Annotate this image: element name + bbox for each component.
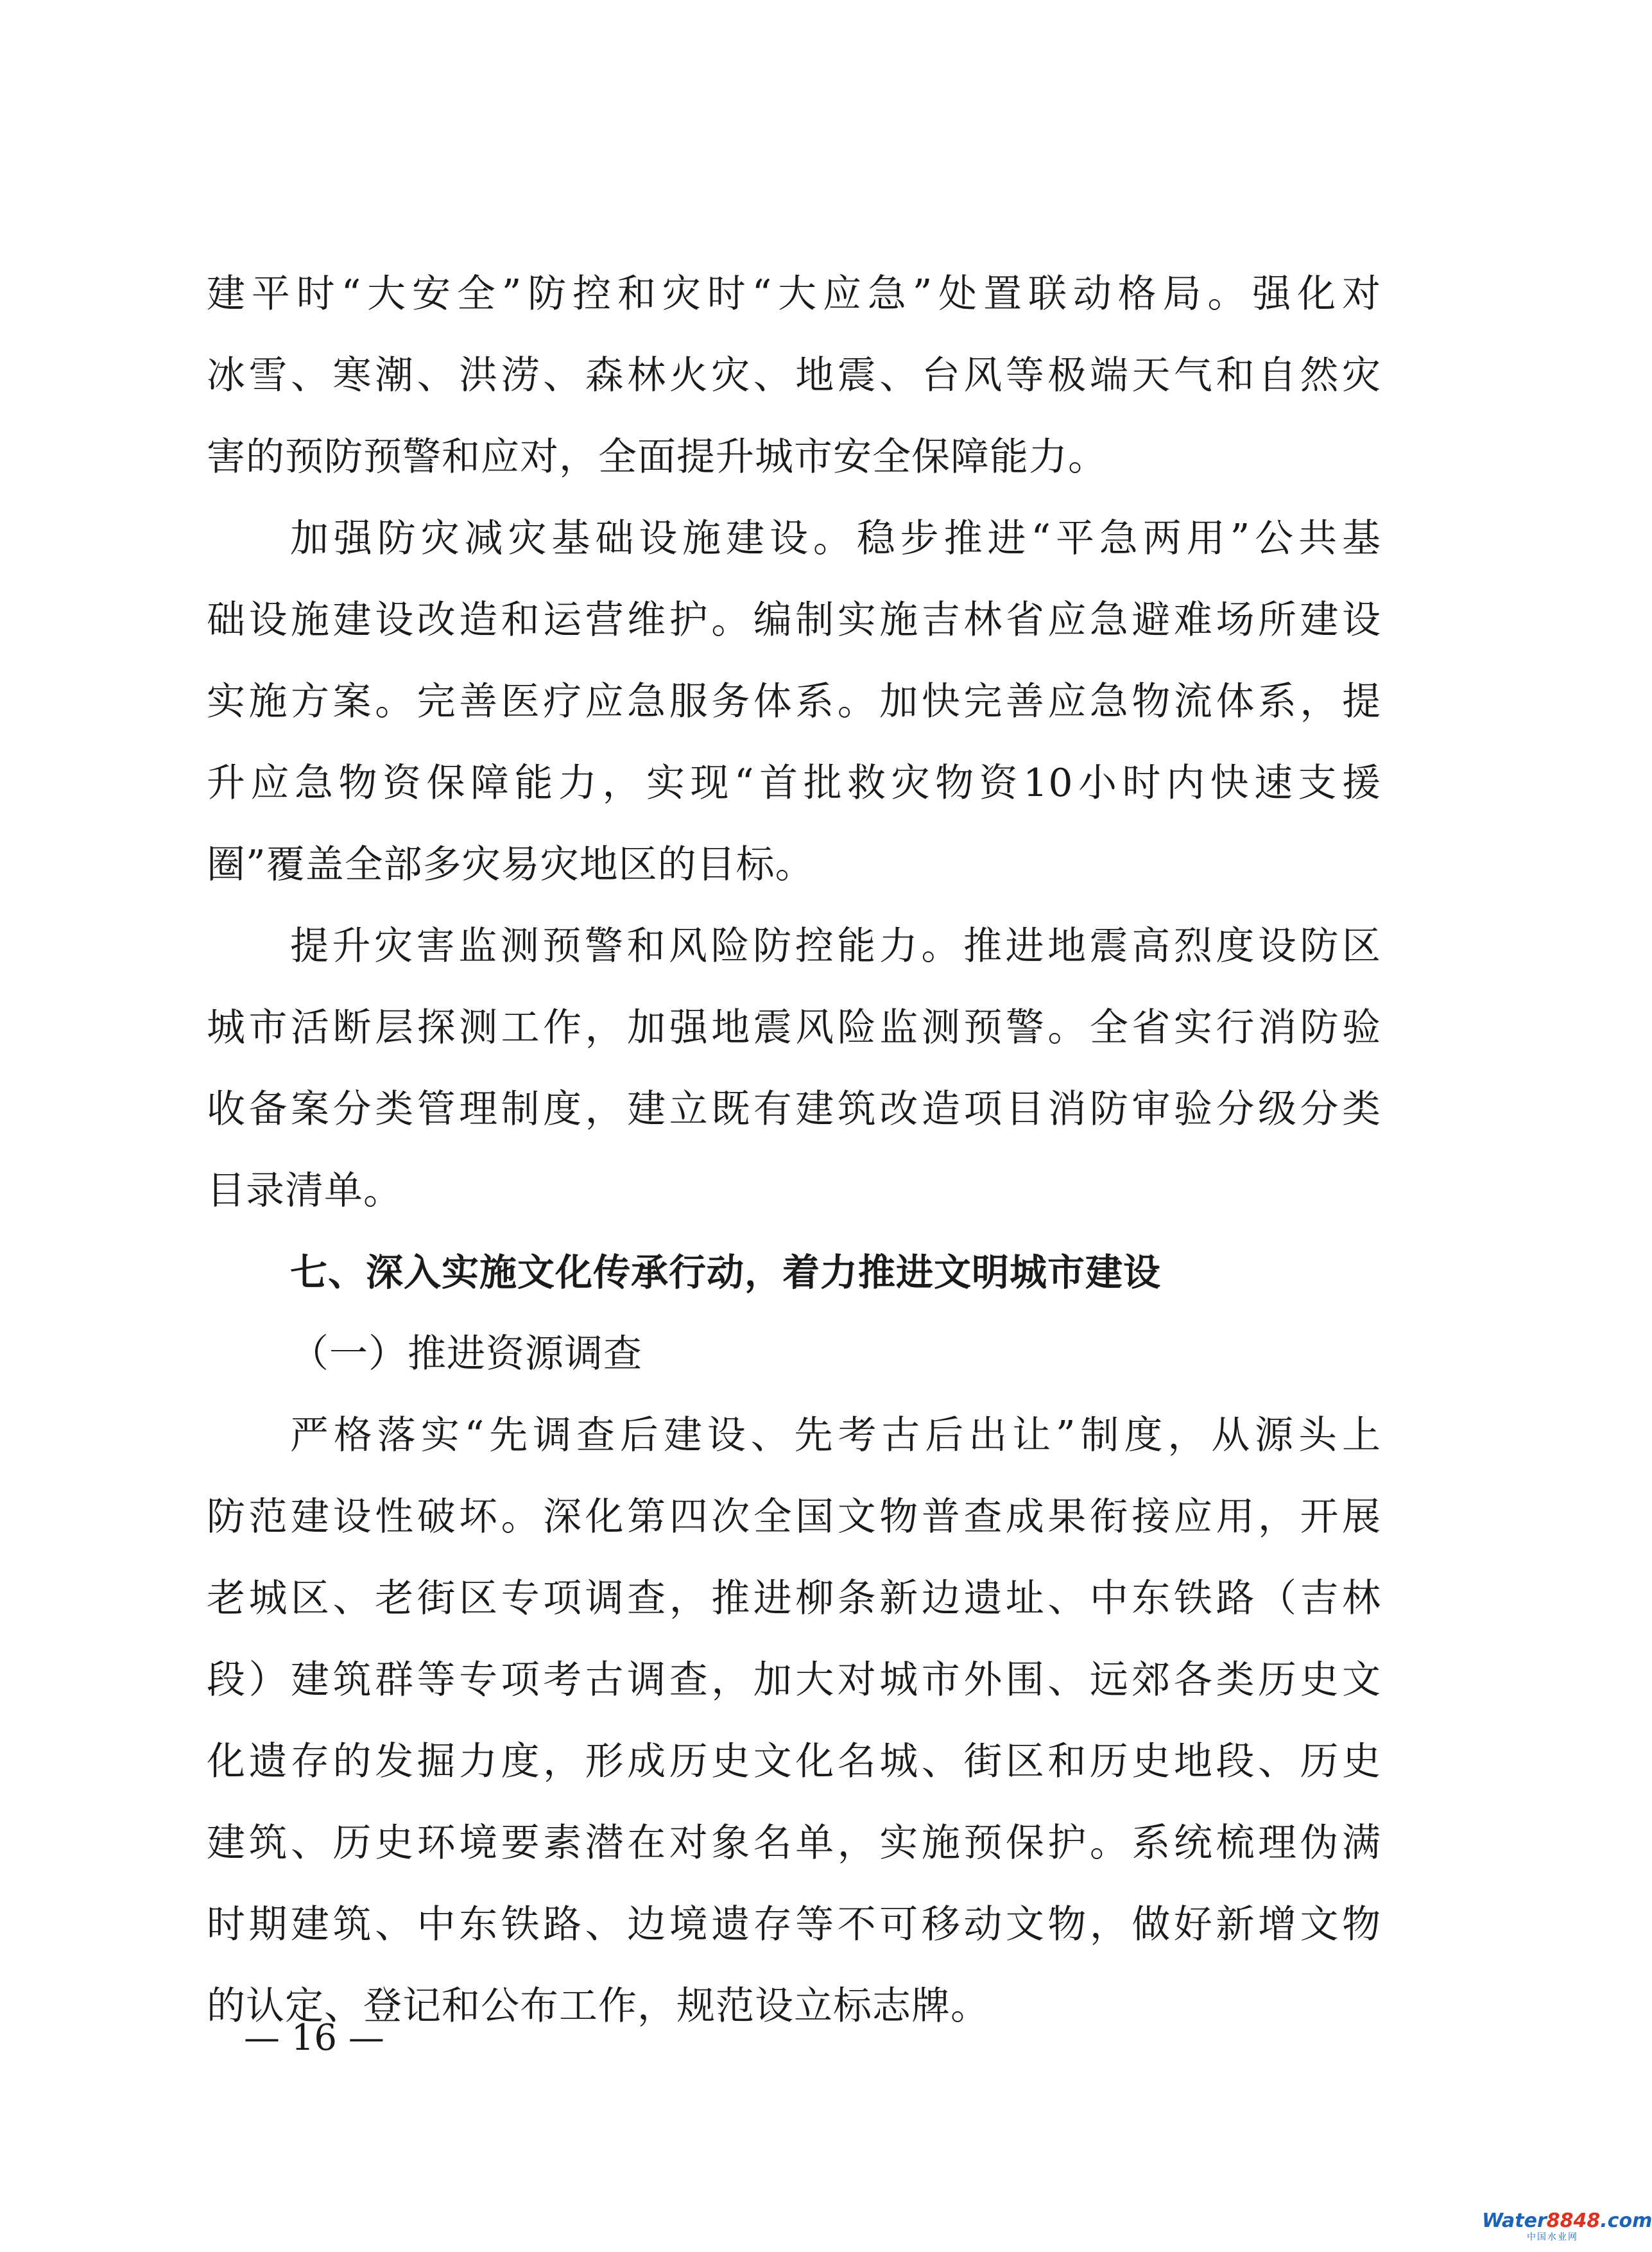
body-text bbox=[207, 254, 1381, 2047]
paragraph-first-line: 提升灾害监测预警和风险防控能力。推进地震高烈度设防区 bbox=[290, 924, 1381, 969]
text-line: 段）建筑群等专项考古调查，加大对城市外围、远郊各类历史文 bbox=[207, 1658, 1381, 1702]
text-line: 建平时“大安全”防控和灾时“大应急”处置联动格局。强化对 bbox=[207, 272, 1381, 316]
text-line: 础设施建设改造和运营维护。编制实施吉林省应急避难场所建设 bbox=[207, 598, 1381, 643]
section-heading: 七、深入实施文化传承行动，着力推进文明城市建设 bbox=[290, 1251, 1162, 1294]
watermark-brand-cn: 中国水业网 bbox=[1527, 2232, 1578, 2242]
watermark-brand-suffix: .com bbox=[1600, 2210, 1652, 2232]
text-line: 防范建设性破坏。深化第四次全国文物普查成果衔接应用，开展 bbox=[207, 1494, 1381, 1539]
text-line: 实施方案。完善医疗应急服务体系。加快完善应急物流体系，提 bbox=[207, 679, 1381, 724]
text-line: 城市活断层探测工作，加强地震风险监测预警。全省实行消防验 bbox=[207, 1005, 1381, 1050]
text-line: 升应急物资保障能力，实现“首批救灾物资10小时内快速支援 bbox=[207, 761, 1381, 806]
paragraph-first-line: 严格落实“先调查后建设、先考古后出让”制度，从源头上 bbox=[290, 1413, 1381, 1458]
watermark-brand-main: Water bbox=[1482, 2210, 1547, 2232]
text-line: 化遗存的发掘力度，形成历史文化名城、街区和历史地段、历史 bbox=[207, 1739, 1381, 1784]
text-line: 冰雪、寒潮、洪涝、森林火灾、地震、台风等极端天气和自然灾 bbox=[207, 353, 1381, 398]
paragraph-first-line: 加强防灾减灾基础设施建设。稳步推进“平急两用”公共基 bbox=[290, 516, 1381, 561]
text-line: 的认定、登记和公布工作，规范设立标志牌。 bbox=[207, 1984, 990, 2029]
text-line: 建筑、历史环境要素潜在对象名单，实施预保护。系统梳理伪满 bbox=[207, 1821, 1381, 1866]
watermark-logo bbox=[1482, 2210, 1652, 2244]
text-line: 圈”覆盖全部多灾易灾地区的目标。 bbox=[207, 842, 814, 887]
watermark-brand bbox=[1482, 2210, 1652, 2232]
text-line: 害的预防预警和应对，全面提升城市安全保障能力。 bbox=[207, 435, 1107, 480]
watermark-brand-accent: 8848 bbox=[1546, 2210, 1601, 2232]
text-line: 时期建筑、中东铁路、边境遗存等不可移动文物，做好新增文物 bbox=[207, 1902, 1381, 1947]
page-number: — 16 — bbox=[244, 2017, 384, 2059]
text-line: 老城区、老街区专项调查，推进柳条新边遗址、中东铁路（吉林 bbox=[207, 1576, 1381, 1621]
text-line: 目录清单。 bbox=[207, 1168, 402, 1213]
text-line: 收备案分类管理制度，建立既有建筑改造项目消防审验分级分类 bbox=[207, 1087, 1381, 1132]
subsection-heading: （一）推进资源调查 bbox=[290, 1331, 642, 1376]
